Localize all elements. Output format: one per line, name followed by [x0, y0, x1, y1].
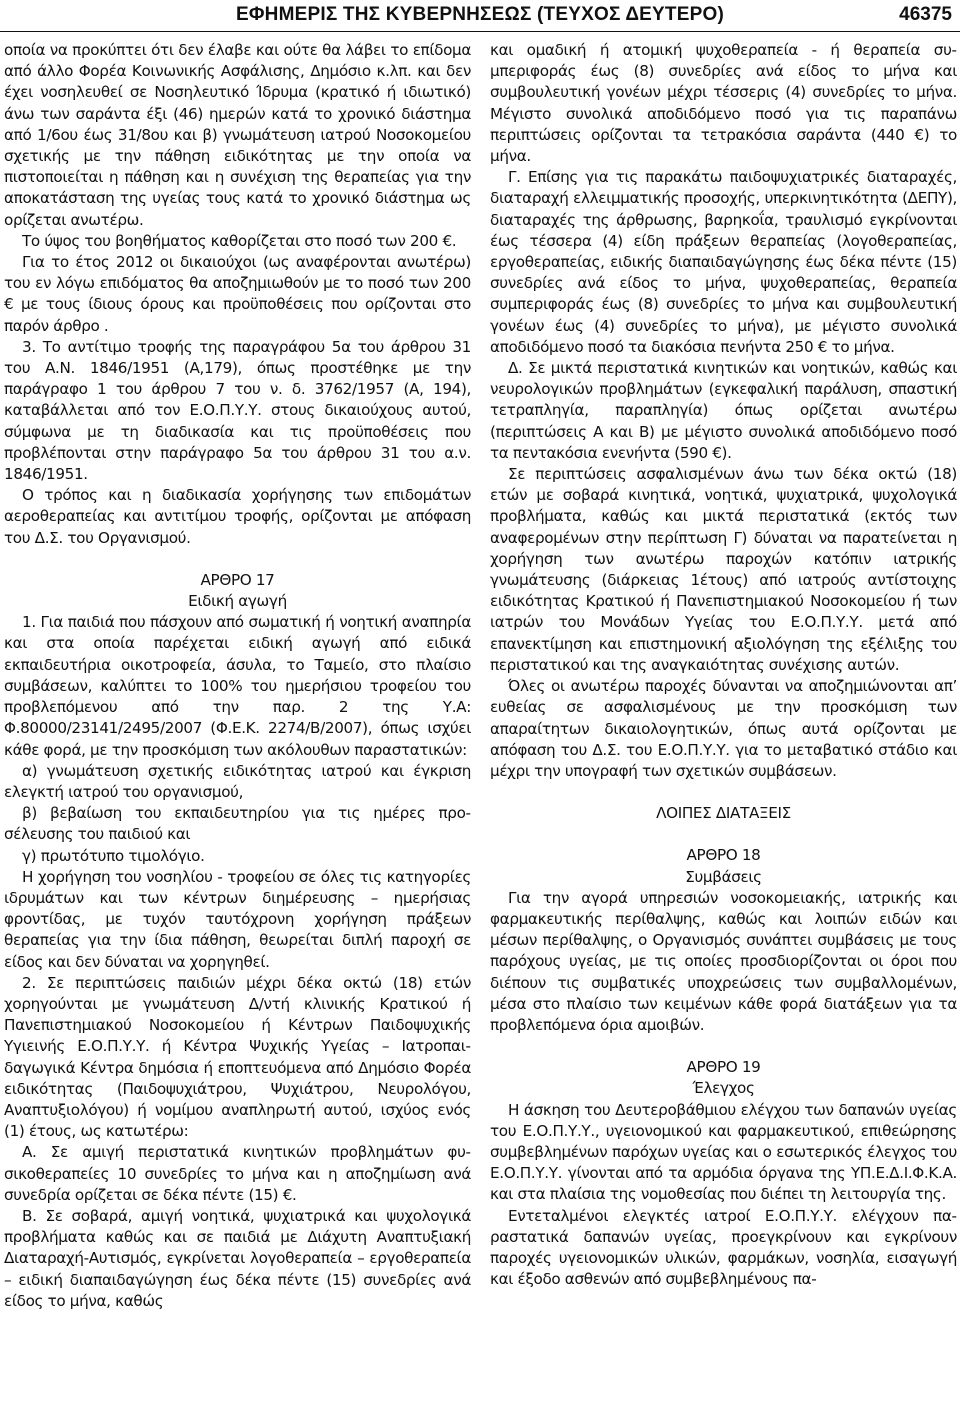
paragraph: Για το έτος 2012 οι δικαιούχοι (ως αναφέρονται ανωτέρω) του εν λόγω επιδόματος θα αποζημιωθούν με το ποσό των 200 € με τους ίδιους όρους και προϋποθέσεις που ορίζονται στο παρόν άρθρο .: [4, 253, 471, 335]
article-17-title: ΑΡΘΡΟ 17: [200, 570, 275, 589]
paragraph: Η χορήγηση του νοσηλίου - τροφείου σε όλες τις κατηγορίες ιδρυμάτων και των κέντρων διημέρευσης – ημερήσιας φροντίδας, με τυχόν ταυτόχρονη χορήγηση πράξεων θεραπείας για την ίδια πάθηση, θεωρείται διπλή παροχή σε είδος και δεν δύναται να χορηγηθεί.: [4, 867, 471, 971]
article-18-subtitle: Συμβάσεις: [685, 867, 762, 886]
paragraph: 3. Το αντίτιμο τροφής της παραγράφου 5α του άρθρου 31 του Α.Ν. 1846/1951 (Α,179), όπως προστέθηκε με την παράγραφο 1 του άρθρου 7 του ν. δ. 3762/1957 (Α, 194), καταβάλλεται από τον Ε.Ο.Π.Υ.Υ. στους δικαιούχους αυτού, σύμφωνα με τη διαδικασία και τις προϋποθέσεις που προβλέπονται στην παράγραφο 5α του άρθρου 31 του α.ν. 1846/1951.: [4, 337, 471, 484]
paragraph: και ομαδική ή ατομική ψυχοθεραπεία - ή θεραπεία συμπεριφοράς έως (8) συνεδρίες ανά είδος το μήνα και συμβουλευτική γονέων μέχρι τέσσερις (4) συνεδρίες το μήνα. Μέγιστο συνολικά αποδιδόμενο ποσό για τις παραπάνω περιπτώσεις ορίζονται τα τετρακόσια σαράντα (440 €) το μήνα.: [490, 41, 957, 166]
paragraph: Εντεταλμένοι ελεγκτές ιατροί Ε.Ο.Π.Υ.Υ. ελέγχουν παραστατικά δαπανών υγείας, προεγκρίνουν και εγκρίνουν παροχές υγειονομικών υλικών, φαρμάκων, νοσηλία, εισαγωγή και έξοδο ασθενών από συμβεβλημένους πα-: [490, 1206, 957, 1289]
paragraph: Για την αγορά υπηρεσιών νοσοκομειακής, ιατρικής και φαρμακευτικής περίθαλψης, καθώς και λοιπών ειδών και μέσων περίθαλψης, ο Οργανισμός συνάπτει συμβάσεις με τους παρόχους υγείας, με τις οποίες προσδιορίζονται οι όροι που διέπουν τις συμβατικές υποχρεώσεις των συμβαλλομένων, μέσα στο πλαίσιο των κειμένων κάθε φορά διατάξεων για τα προβλεπόμενα όρια αμοιβών.: [490, 888, 957, 1034]
section-title: ΛΟΙΠΕΣ ΔΙΑΤΑΞΕΙΣ: [656, 804, 791, 823]
right-column: [490, 40, 957, 1420]
page-number: 46375: [899, 4, 952, 25]
article-17-subtitle: Ειδική αγωγή: [188, 592, 287, 611]
paragraph: γ) πρωτότυπο τιμολόγιο.: [22, 846, 205, 865]
paragraph: Α. Σε αμιγή περιστατικά κινητικών προβλημάτων φυσικοθεραπείες 10 συνεδρίες το μήνα και η αποζημίωση ανά συνεδρία ορίζεται σε δέκα πέντε (15) €.: [4, 1143, 471, 1204]
paragraph: οποία να προκύπτει ότι δεν έλαβε και ούτε θα λάβει το επίδομα από άλλο Φορέα Κοινωνικής Ασφάλισης, Δημόσιο κ.λπ. και δεν έχει νοσηλευθεί σε Νοσηλευτικό Ίδρυμα (κρατικό ή ιδιωτικό) άνω των σαράντα έξι (46) ημερών κατά το χρονικό διάστημα από 1/6ου έως 31/8ου και β) γνωμάτευση ιατρού Νοσοκομείου σχετικής με την πάθηση ειδικότητας με την οποία να πιστοποιείται η πάθηση και η συνέχιση της θεραπείας για την αποκατάσταση της υγείας τους κατά το χρονικό διάστημα ως ορίζεται ανωτέρω.: [4, 41, 471, 229]
paragraph: Ο τρόπος και η διαδικασία χορήγησης των επιδομάτων αεροθεραπείας και αντιτίμου τροφής, ορίζονται με απόφαση του Δ.Σ. του Οργανισμού.: [4, 486, 471, 547]
page-header: [0, 0, 960, 42]
header-divider: [0, 31, 960, 32]
paragraph: Β. Σε σοβαρά, αμιγή νοητικά, ψυχιατρικά και ψυχολογικά προβλήματα καθώς και σε παιδιά με Διάχυτη Αναπτυξιακή Διαταραχή-Αυτισμός, εγκρίνεται λογοθεραπεία – εργοθεραπεία – ειδική διαπαιδαγώγηση έως δέκα πέντε (15) συνεδρίες ανά είδος το μήνα, καθώς: [4, 1206, 471, 1310]
article-18-title: ΑΡΘΡΟ 18: [686, 846, 761, 865]
paragraph: 2. Σε περιπτώσεις παιδιών μέχρι δέκα οκτώ (18) ετών χορηγούνται με γνωμάτευση Δ/ντή κλινικής Κρατικού ή Πανεπιστημιακού Νοσοκομείου ή Κέντρων Παιδοψυχικής Υγιεινής Ε.Ο.Π.Υ.Υ. ή Κέντρα Ψυχικής Υγείας – Ιατροπαιδαγωγικά Κέντρα δημόσια ή εποπτευόμενα από Δημόσιο Φορέα ειδικότητας (Παιδοψυχιάτρου, Ψυχιάτρου, Νευρολόγου, Αναπτυξιολόγου) ή νομίμου αναπληρωτή αυτού, ισχύος ενός (1) έτους, ως κατωτέρω:: [4, 973, 471, 1141]
article-19-title: ΑΡΘΡΟ 19: [686, 1058, 761, 1077]
paragraph: Το ύψος του βοηθήματος καθορίζεται στο ποσό των 200 €.: [22, 231, 457, 250]
paragraph: Η άσκηση του Δευτεροβάθμιου ελέγχου των δαπανών υγείας του Ε.Ο.Π.Υ.Υ., υγειονομικού και φαρμακευτικού, επιθεώρησης συμβεβλημένων παρόχων υγείας και ο εσωτερικός έλεγχος του Ε.Ο.Π.Υ.Υ. γίνονται από τα αρμόδια όργανα της ΥΠ.Ε.Δ.Ι.Φ.Κ.Α. και στα πλαίσια της νομοθεσίας που διέπει τη λειτουργία της.: [490, 1100, 957, 1204]
left-column: [4, 40, 471, 1420]
article-19-subtitle: Έλεγχος: [692, 1079, 755, 1098]
paragraph: α) γνωμάτευση σχετικής ειδικότητας ιατρού και έγκριση ελεγκτή ιατρού του οργανισμού,: [4, 761, 471, 801]
gazette-title: ΕΦΗΜΕΡΙΣ ΤΗΣ ΚΥΒΕΡΝΗΣΕΩΣ (ΤΕΥΧΟΣ ΔΕΥΤΕΡΟ): [236, 4, 724, 25]
paragraph: Σε περιπτώσεις ασφαλισμένων άνω των δέκα οκτώ (18) ετών με σοβαρά κινητικά, νοητικά, ψυχιατρικά, ψυχολογικά προβλήματα, καθώς και μικτά περιστατικά (εκτός των αναφερομένων στην περίπτωση Γ) δύναται να παρατείνεται η χορήγηση των ανωτέρω παροχών κατόπιν ιατρικής γνωμάτευσης (διάρκειας 1έτους) από ιατρούς αντίστοιχης ειδικότητας Κρατικού ή Πανεπιστημιακού Νοσοκομείου ή των ιατρών του Μονάδων Υγείας του Ε.Ο.Π.Υ.Υ. μετά από επανεκτίμηση και επιστημονική αξιολόγηση της εξέλιξης του περιστατικού και της αναγκαιότητας συνέχισης αυτών.: [490, 465, 957, 674]
paragraph: Γ. Επίσης για τις παρακάτω παιδοψυχιατρικές διαταραχές, διαταραχή ελλειμματικής προσοχής, υπερκινητικότητα (ΔΕΠΥ), διαταραχές της άρθρωσης, βαρηκοΐα, τραυλισμό εγκρίνονται έως τέσσερα (4) είδη πράξεων θεραπείας (λογοθεραπείας, εργοθεραπείας, ειδικής διαπαιδαγώγησης έως δέκα πέντε (15) συνεδρίες ανά είδος το μήνα, ψυχοθεραπείας, θεραπεία συμπεριφοράς έως (8) συνεδρίες το μήνα και συμβουλευτική γονέων έως (4) συνεδρίες το μήνα), με μέγιστο συνολικά αποδιδόμενο ποσό τα διακόσια πενήντα 250 € το μήνα.: [490, 168, 957, 356]
paragraph: Όλες οι ανωτέρω παροχές δύνανται να αποζημιώνονται απ’ ευθείας σε ασφαλισμένους με την προσκόμιση των απαραίτητων δικαιολογητικών, όπως αυτά ορίζονται με απόφαση του Δ.Σ. του Ε.Ο.Π.Υ.Υ. για το μεταβατικό στάδιο και μέχρι την υπογραφή των σχετικών συμβάσεων.: [490, 677, 957, 780]
paragraph: 1. Για παιδιά που πάσχουν από σωματική ή νοητική αναπηρία και στα οποία παρέχεται ειδική αγωγή από ειδικά εκπαιδευτήρια οικοτροφεία, άσυλα, το Ταμείο, στο πλαίσιο συμβάσεων, καλύπτει το 100% του ημερήσιου τροφείου του προβλεπόμενου από την παρ. 2 της Υ.Α: Φ.80000/23141/2495/2007 (Φ.Ε.Κ. 2274/Β/2007), όπως ισχύει κάθε φορά, με την προσκόμιση των ακόλουθων παραστατικών:: [4, 613, 471, 759]
paragraph: β) βεβαίωση του εκπαιδευτηρίου για τις ημέρες προσέλευσης του παιδιού και: [4, 804, 471, 844]
paragraph: Δ. Σε μικτά περιστατικά κινητικών και νοητικών, καθώς και νευρολογικών προβλημάτων (εγκεφαλική παράλυση, σπαστική τετραπληγία, παραπληγία) όπως ορίζεται ανωτέρω (περιπτώσεις Α και Β) με μέγιστο συνολικά αποδιδόμενο ποσό τα πεντακόσια ενενήντα (590 €).: [490, 359, 957, 462]
